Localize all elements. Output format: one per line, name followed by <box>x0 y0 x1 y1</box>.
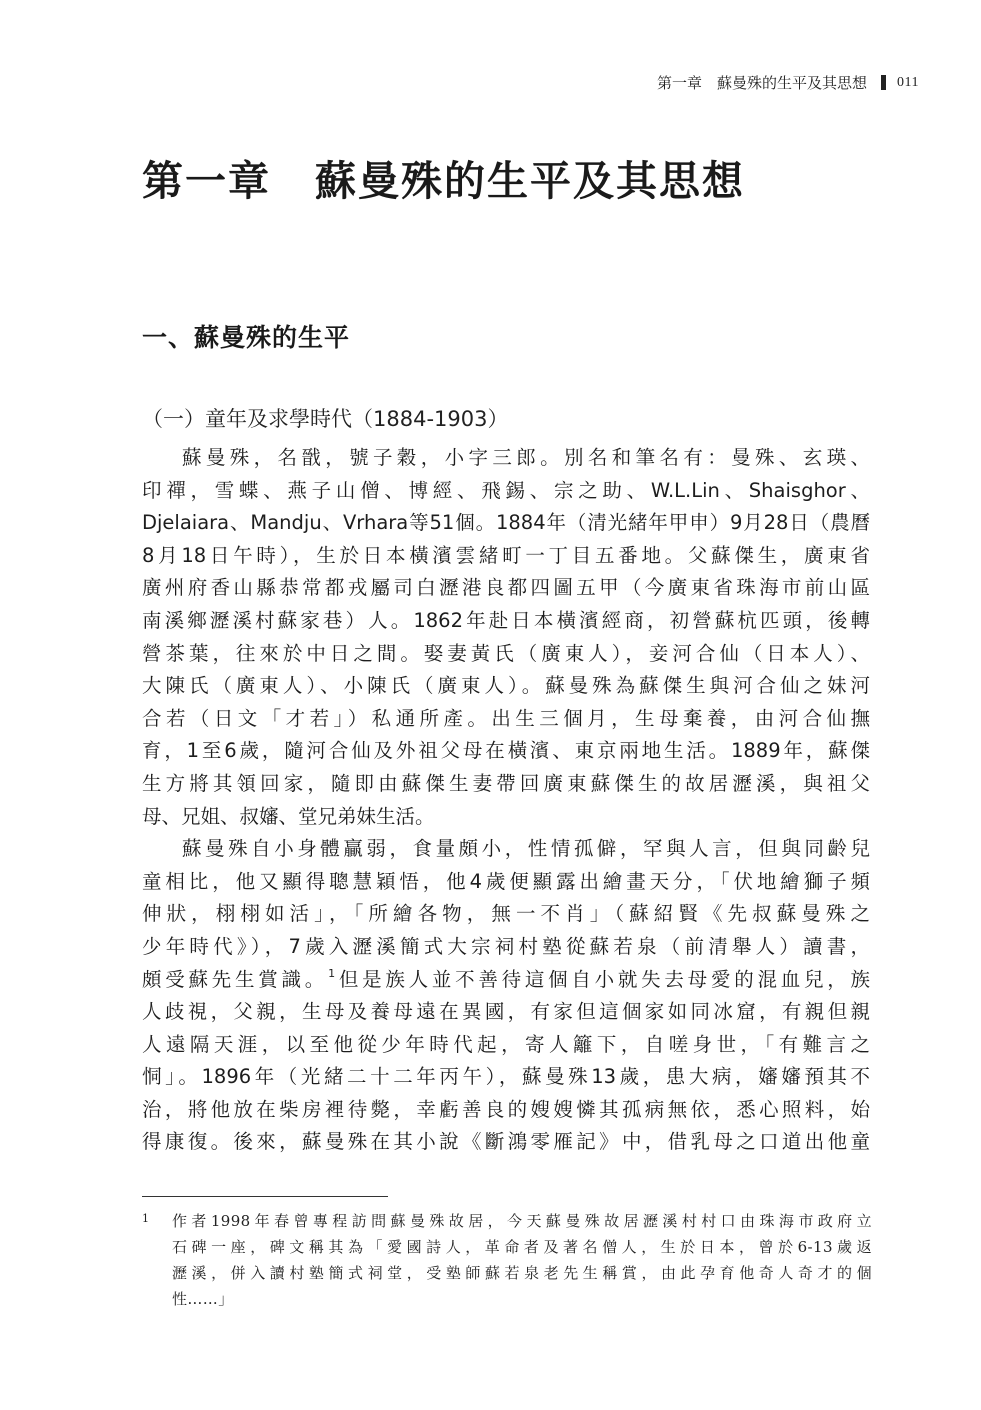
footnote-text <box>142 1208 872 1312</box>
footnote-ref[interactable]: 1 <box>328 966 336 980</box>
text-line: 少年時代》），7歲入瀝溪簡式大宗祠村塾從蘇若泉（前清舉人）讀書， <box>142 934 870 958</box>
subsection-title: （一）童年及求學時代（1884-1903） <box>142 407 509 431</box>
running-head-chapter: 第一章 蘇曼殊的生平及其思想 <box>657 74 868 92</box>
page-number: 011 <box>897 74 919 90</box>
section-title: 一、蘇曼殊的生平 <box>142 323 351 352</box>
text-line: 蘇曼殊自小身體贏弱，食量頗小，性情孤僻，罕與人言，但與同齡兒 <box>182 837 870 861</box>
text-line: 8月18日午時），生於日本橫濱雲緒町一丁目五番地。父蘇傑生，廣東省 <box>142 543 870 567</box>
chapter-number: 第一章 <box>142 157 271 205</box>
text-line: 人歧視，父親，生母及養母遠在異國，有家但這個家如同冰窟，有親但親 <box>142 1000 870 1024</box>
text-line-part: 但是族人並不善待這個自小就失去母愛的混血兒，族 <box>335 967 870 991</box>
footnote <box>142 1208 872 1312</box>
text-line: 得康復。後來，蘇曼殊在其小說《斷鴻零雁記》中，借乳母之口道出他童 <box>142 1130 870 1154</box>
body-text <box>142 442 870 1159</box>
running-head <box>657 72 919 93</box>
footnote-line: 作者1998年春曾專程訪問蘇曼殊故居，今天蘇曼殊故居瀝溪村村口由珠海市政府立 <box>172 1212 872 1230</box>
text-line: 營茶葉，往來於中日之間。娶妻黃氏（廣東人），妾河合仙（日本人）、 <box>142 641 870 665</box>
text-line-part: 頗受蘇先生賞識。 <box>142 967 329 991</box>
paragraph-1 <box>142 442 870 833</box>
paragraph-2 <box>142 833 870 1159</box>
footnote-number: 1 <box>142 1212 149 1225</box>
text-line: 南溪鄉瀝溪村蘇家巷）人。1862年赴日本橫濱經商，初營蘇杭匹頭，後轉 <box>142 608 870 632</box>
text-line: 大陳氏（廣東人）、小陳氏（廣東人）。蘇曼殊為蘇傑生與河合仙之妹河 <box>142 674 870 698</box>
text-line: 蘇曼殊，名戩，號子穀，小字三郎。別名和筆名有：曼殊、玄瑛、 <box>182 446 870 469</box>
footnote-line: 石碑一座，碑文稱其為「愛國詩人，革命者及著名僧人，生於日本，曾於6-13歲返 <box>172 1238 872 1256</box>
text-line: 恫」。1896年（光緒二十二年丙午），蘇曼殊13歲，患大病，嬸嬸預其不 <box>142 1065 870 1089</box>
text-line: Djelaiara、Mandju、Vrhara等51個。1884年（清光緒年甲申）9月28日（農曆 <box>142 511 870 535</box>
text-line: 合若（日文「才若」）私通所產。出生三個月，生母棄養，由河合仙撫 <box>142 706 870 730</box>
text-line: 廣州府香山縣恭常都戎屬司白瀝港良都四圖五甲（今廣東省珠海市前山區 <box>142 576 870 600</box>
footnote-divider <box>142 1196 388 1197</box>
text-line: 伸狀，栩栩如活」，「所繪各物，無一不肖」（蘇紹賢《先叔蘇曼殊之 <box>142 902 870 926</box>
text-line: 人遠隔天涯，以至他從少年時代起，寄人籬下，自嗟身世，「有難言之 <box>142 1032 870 1056</box>
text-line-with-footnote <box>142 964 870 997</box>
chapter-title <box>142 148 745 207</box>
footnote-line: 性……」 <box>172 1290 234 1308</box>
footnote-line: 瀝溪，併入讀村塾簡式祠堂，受塾師蘇若泉老先生稱賞，由此孕育他奇人奇才的個 <box>172 1264 872 1282</box>
text-line: 生方將其領回家，隨即由蘇傑生妻帶回廣東蘇傑生的故居瀝溪，與祖父 <box>142 771 870 795</box>
running-head-separator <box>881 75 886 90</box>
text-line: 育，1至6歲，隨河合仙及外祖父母在橫濱、東京兩地生活。1889年，蘇傑 <box>142 739 870 763</box>
text-line: 治，將他放在柴房裡待斃，幸虧善良的嫂嫂憐其孤病無依，悉心照料，始 <box>142 1097 870 1121</box>
text-line: 印禪，雪蝶、燕子山僧、博經、飛錫、宗之助、W.L.Lin、Shaisghor、 <box>142 478 870 502</box>
chapter-name: 蘇曼殊的生平及其思想 <box>315 157 745 205</box>
text-line: 童相比，他又顯得聰慧穎悟，他4歲便顯露出繪畫天分，「伏地繪獅子頻 <box>142 869 870 893</box>
text-line: 母、兄姐、叔嬸、堂兄弟妹生活。 <box>142 804 435 828</box>
